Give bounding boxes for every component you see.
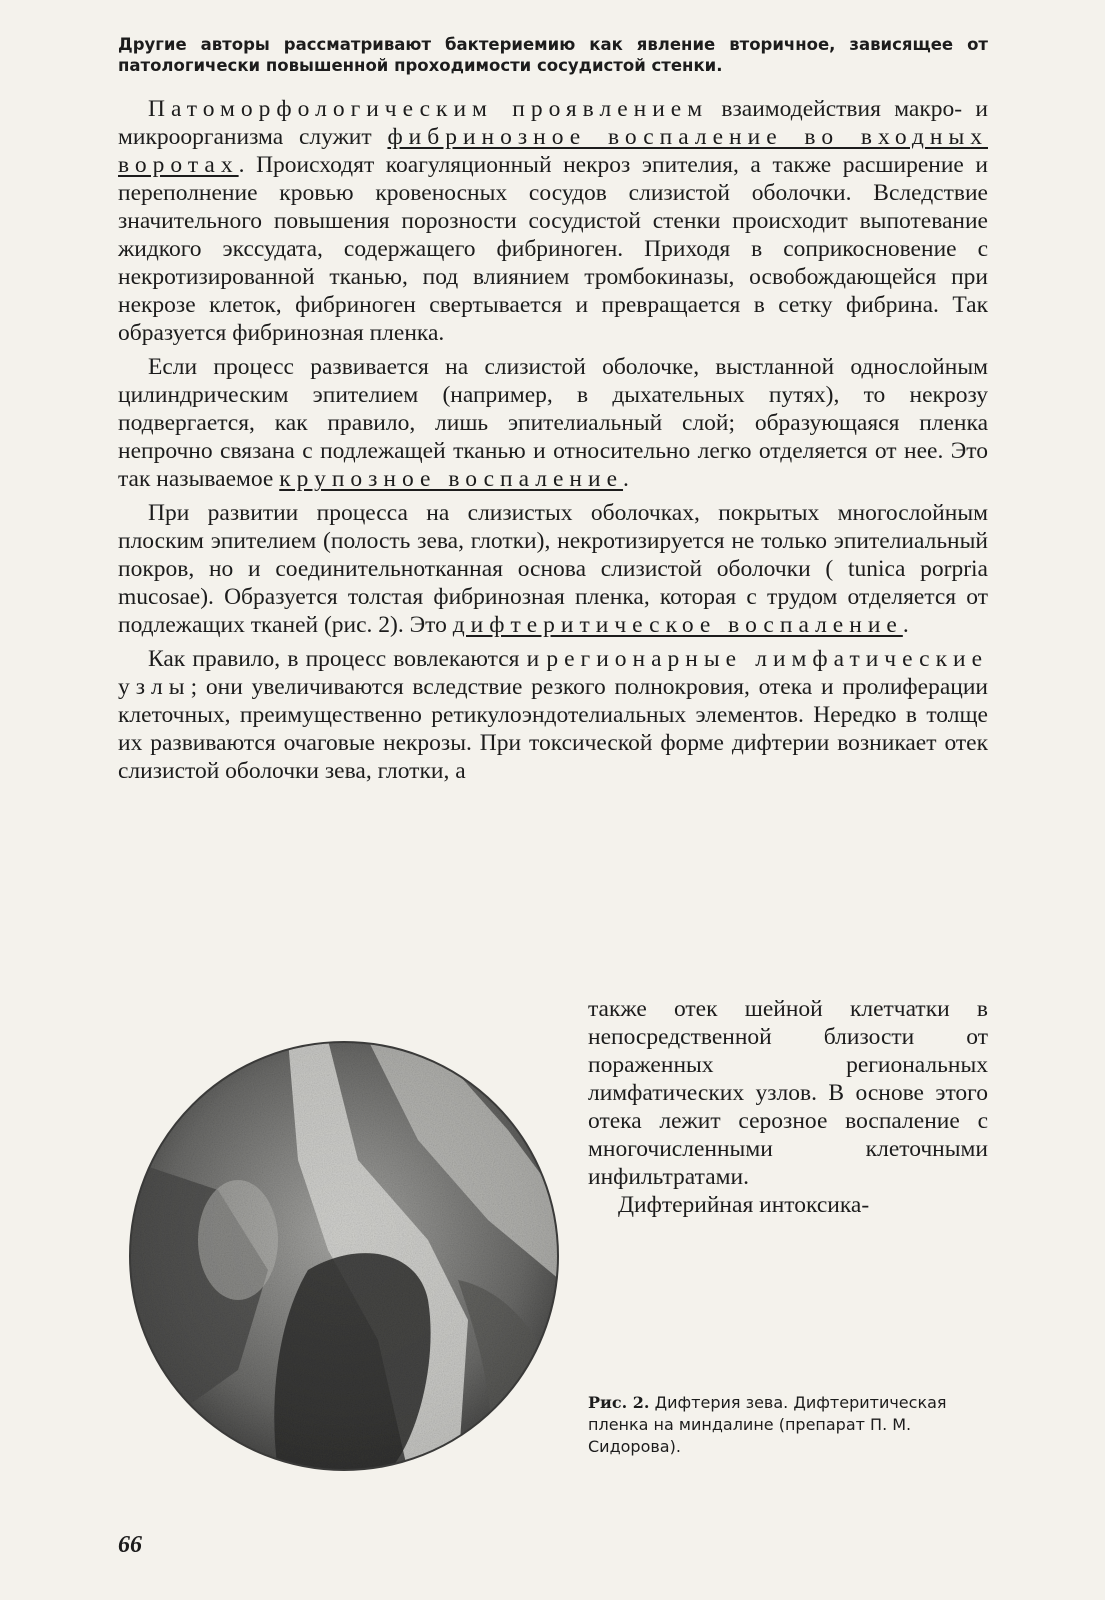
text-run: Как правило, в процесс вовлекаются и	[148, 646, 547, 672]
text-run: ; они увеличиваются вследствие резкого полнокровия, отека и пролиферации клеточных, преимущественно ретикулоэндотелиальных элементов. Нередко в толще их развиваются очаговые некрозы. При токсической форме дифтерии возникает отек слизистой оболочки зева, глотки, а	[118, 674, 988, 784]
paragraph-2	[118, 353, 988, 493]
micrograph-figure	[128, 1040, 560, 1472]
wrapped-text	[588, 995, 988, 1219]
caption-text: Дифтерия зева. Дифтеритическая пленка на миндалине (препарат П. М. Сидорова).	[588, 1393, 947, 1456]
text-run: .	[623, 466, 629, 492]
spaced-phrase-underlined: дифтеритическое воспаление	[452, 612, 903, 638]
wrapped-paragraph-1: также отек шейной клетчатки в непосредственной близости от пораженных региональных лимфатических узлов. В основе этого отека лежит серозное воспаление с многочисленными клеточными инфильтратами.	[588, 996, 988, 1190]
figure-caption	[588, 1392, 988, 1458]
wrapped-paragraph-2: Дифтерийная интоксика-	[618, 1192, 870, 1218]
text-run: взаимодействия макро- и микроорганизма служит	[118, 96, 988, 150]
page-number: 66	[118, 1532, 142, 1558]
text-run: Если процесс развивается на слизистой оболочке, выстланной однослойным цилиндрическим эпителием (например, в дыхательных путях), то некрозу подвергается, как правило, лишь эпителиальный слой; образующаяся пленка непрочно связана с подлежащей тканью и относительно легко отделяется от нее. Это так называемое	[118, 354, 988, 492]
spaced-phrase: Патоморфологическим проявлением	[148, 96, 709, 122]
paragraph-4	[118, 645, 988, 785]
spaced-phrase-underlined: фибринозное воспаление во входных воротах	[118, 124, 988, 178]
paragraph-3	[118, 499, 988, 639]
text-run: .	[902, 612, 909, 638]
text-run: При развитии процесса на слизистых оболочках, покрытых многослойным плоским эпителием (полость зева, глотки), некротизируется не только эпителиальный покров, но и соединительнотканная основа слизистой оболочки ( tunica porpria mucosae). Образуется толстая фибринозная пленка, которая с трудом отделяется от подлежащих тканей (рис. 2). Это	[118, 500, 988, 638]
spaced-phrase: регионарные лимфатические узлы	[118, 646, 988, 700]
spaced-phrase-underlined: крупозное воспаление	[279, 466, 624, 492]
caption-label: Рис. 2.	[588, 1393, 650, 1412]
intro-paragraph: Другие авторы рассматривают бактериемию как явление вторичное, зависящее от патологически повышенной проходимости сосудистой стенки.	[118, 35, 988, 75]
main-text	[118, 95, 988, 791]
paragraph-1	[118, 95, 988, 347]
text-run: . Происходят коагуляционный некроз эпителия, а также расширение и переполнение кровью кровеносных сосудов слизистой оболочки. Вследствие значительного повышения порозности сосудистой стенки происходит выпотевание жидкого экссудата, содержащего фибриноген. Приходя в соприкосновение с некротизированной тканью, под влиянием тромбокиназы, освобождающейся при некрозе клеток, фибриноген свертывается и превращается в сетку фибрина. Так образуется фибринозная пленка.	[118, 152, 988, 346]
